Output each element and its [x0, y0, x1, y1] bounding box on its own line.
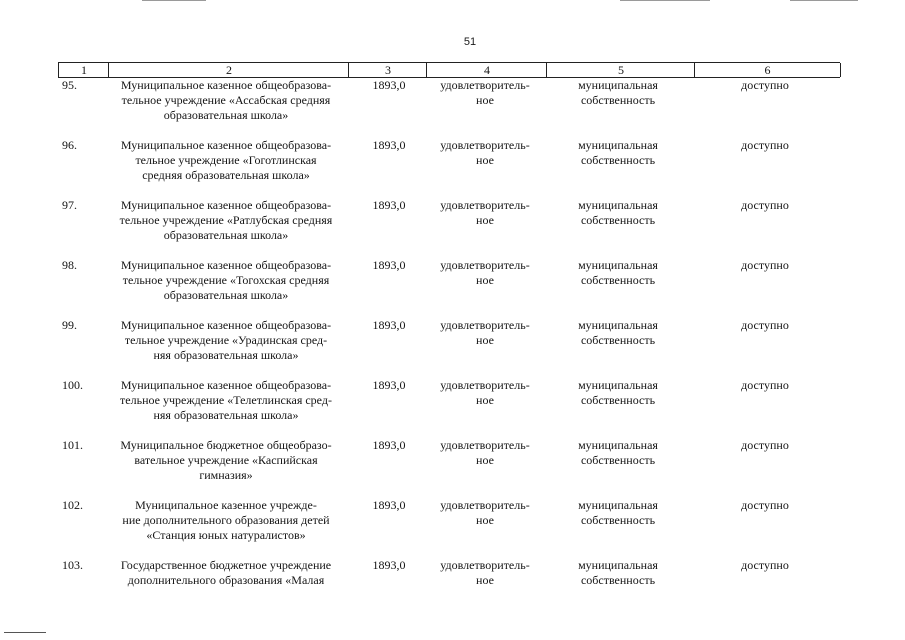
name-line: вательное учреждение «Каспийская — [134, 453, 318, 467]
area-value: 1893,0 — [372, 438, 406, 452]
name-line: образовательная школа» — [163, 228, 289, 242]
name-line: тельное учреждение «Гоготлинская — [135, 153, 317, 167]
ownership-line: муниципальная — [578, 438, 658, 452]
header-col-3: 3 — [348, 63, 427, 77]
ownership-line: собственность — [580, 273, 656, 287]
ownership-line: муниципальная — [578, 138, 658, 152]
ownership-line: муниципальная — [578, 318, 658, 332]
table-row — [58, 198, 840, 258]
table-row — [58, 378, 840, 438]
table-row — [58, 498, 840, 558]
condition-line: ное — [476, 573, 494, 587]
ownership-line: муниципальная — [578, 78, 658, 92]
ownership-line: собственность — [580, 393, 656, 407]
condition-line: удовлетворитель- — [440, 318, 530, 332]
condition-line: удовлетворитель- — [440, 198, 530, 212]
access-status: доступно — [741, 318, 789, 332]
table-row — [58, 78, 840, 138]
header-col-1: 1 — [58, 63, 109, 77]
ownership-line: муниципальная — [578, 198, 658, 212]
name-line: средняя образовательная школа» — [142, 168, 310, 182]
area-value: 1893,0 — [372, 258, 406, 272]
row-number: 96. — [62, 138, 77, 152]
ownership-line: собственность — [580, 213, 656, 227]
name-line: Муниципальное казенное общеобразова- — [120, 258, 332, 272]
name-line: тельное учреждение «Тогохская средняя — [122, 273, 330, 287]
area-value: 1893,0 — [372, 558, 406, 572]
row-number: 100. — [62, 378, 83, 392]
name-line: образовательная школа» — [163, 108, 289, 122]
condition-line: удовлетворитель- — [440, 78, 530, 92]
name-line: тельное учреждение «Телетлинская сред- — [120, 393, 332, 407]
table-row — [58, 318, 840, 378]
table-row — [58, 558, 840, 618]
condition — [430, 438, 540, 468]
ownership — [558, 78, 678, 108]
name-line: тельное учреждение «Ассабская средняя — [121, 93, 331, 107]
condition-line: удовлетворитель- — [440, 438, 530, 452]
area-value: 1893,0 — [372, 198, 406, 212]
ownership-line: собственность — [580, 573, 656, 587]
access-status: доступно — [741, 498, 789, 512]
row-number: 102. — [62, 498, 83, 512]
institution-name — [108, 318, 344, 363]
condition — [430, 378, 540, 408]
institution-name — [108, 438, 344, 483]
condition-line: ное — [476, 153, 494, 167]
table-header — [58, 62, 840, 78]
institution-name — [108, 138, 344, 183]
ownership-line: муниципальная — [578, 498, 658, 512]
ownership-line: муниципальная — [578, 378, 658, 392]
condition-line: ное — [476, 453, 494, 467]
area-value: 1893,0 — [372, 318, 406, 332]
name-line: «Станция юных натуралистов» — [146, 528, 306, 542]
access-status: доступно — [741, 78, 789, 92]
access-status: доступно — [741, 558, 789, 572]
ownership-line: собственность — [580, 93, 656, 107]
scan-artifact-line — [790, 0, 858, 1]
name-line: гимназия» — [199, 468, 253, 482]
institution-name — [108, 498, 344, 543]
condition-line: ное — [476, 513, 494, 527]
name-line: дополнительного образования «Малая — [127, 573, 325, 587]
condition-line: ное — [476, 333, 494, 347]
table-row — [58, 138, 840, 198]
scan-artifact-line — [620, 0, 710, 1]
ownership-line: муниципальная — [578, 258, 658, 272]
row-number: 99. — [62, 318, 77, 332]
header-col-6: 6 — [694, 63, 841, 77]
name-line: Муниципальное казенное общеобразова- — [120, 138, 332, 152]
name-line: тельное учреждение «Ратлубская средняя — [119, 213, 333, 227]
condition — [430, 78, 540, 108]
ownership — [558, 498, 678, 528]
condition-line: удовлетворитель- — [440, 378, 530, 392]
name-line: ние дополнительного образования детей — [122, 513, 330, 527]
header-col-4: 4 — [426, 63, 547, 77]
row-number: 101. — [62, 438, 83, 452]
ownership-line: собственность — [580, 453, 656, 467]
name-line: няя образовательная школа» — [153, 408, 299, 422]
name-line: Муниципальное казенное общеобразова- — [120, 198, 332, 212]
condition-line: ное — [476, 393, 494, 407]
institution-name — [108, 78, 344, 123]
name-line: Муниципальное казенное учрежде- — [135, 498, 317, 512]
name-line: Государственное бюджетное учреждение — [120, 558, 332, 572]
area-value: 1893,0 — [372, 138, 406, 152]
access-status: доступно — [741, 138, 789, 152]
condition-line: удовлетворитель- — [440, 498, 530, 512]
condition-line: ное — [476, 93, 494, 107]
ownership-line: собственность — [580, 333, 656, 347]
ownership — [558, 438, 678, 468]
name-line: Муниципальное бюджетное общеобразо- — [120, 438, 332, 452]
area-value: 1893,0 — [372, 498, 406, 512]
condition-line: удовлетворитель- — [440, 138, 530, 152]
header-col-5: 5 — [546, 63, 695, 77]
condition — [430, 318, 540, 348]
condition — [430, 138, 540, 168]
condition — [430, 258, 540, 288]
scan-artifact-line — [142, 0, 206, 1]
ownership — [558, 138, 678, 168]
condition-line: ное — [476, 273, 494, 287]
ownership — [558, 558, 678, 588]
condition — [430, 498, 540, 528]
access-status: доступно — [741, 378, 789, 392]
area-value: 1893,0 — [372, 378, 406, 392]
name-line: Муниципальное казенное общеобразова- — [120, 78, 332, 92]
table-row — [58, 258, 840, 318]
row-number: 95. — [62, 78, 77, 92]
access-status: доступно — [741, 198, 789, 212]
institution-name — [108, 258, 344, 303]
condition — [430, 558, 540, 588]
access-status: доступно — [741, 258, 789, 272]
ownership — [558, 318, 678, 348]
name-line: няя образовательная школа» — [153, 348, 299, 362]
header-col-2: 2 — [108, 63, 349, 77]
condition-line: удовлетворитель- — [440, 558, 530, 572]
name-line: образовательная школа» — [163, 288, 289, 302]
condition — [430, 198, 540, 228]
page-number: 51 — [463, 36, 477, 48]
row-number: 103. — [62, 558, 83, 572]
ownership — [558, 258, 678, 288]
ownership — [558, 198, 678, 228]
name-line: Муниципальное казенное общеобразова- — [120, 378, 332, 392]
ownership-line: собственность — [580, 513, 656, 527]
condition-line: ное — [476, 213, 494, 227]
ownership — [558, 378, 678, 408]
condition-line: удовлетворитель- — [440, 258, 530, 272]
row-number: 98. — [62, 258, 77, 272]
ownership-line: собственность — [580, 153, 656, 167]
area-value: 1893,0 — [372, 78, 406, 92]
institution-name — [108, 198, 344, 243]
scan-artifact-line — [4, 632, 46, 633]
name-line: тельное учреждение «Урадинская сред- — [124, 333, 328, 347]
institution-name — [108, 558, 344, 588]
institution-name — [108, 378, 344, 423]
table-row — [58, 438, 840, 498]
access-status: доступно — [741, 438, 789, 452]
name-line: Муниципальное казенное общеобразова- — [120, 318, 332, 332]
row-number: 97. — [62, 198, 77, 212]
ownership-line: муниципальная — [578, 558, 658, 572]
